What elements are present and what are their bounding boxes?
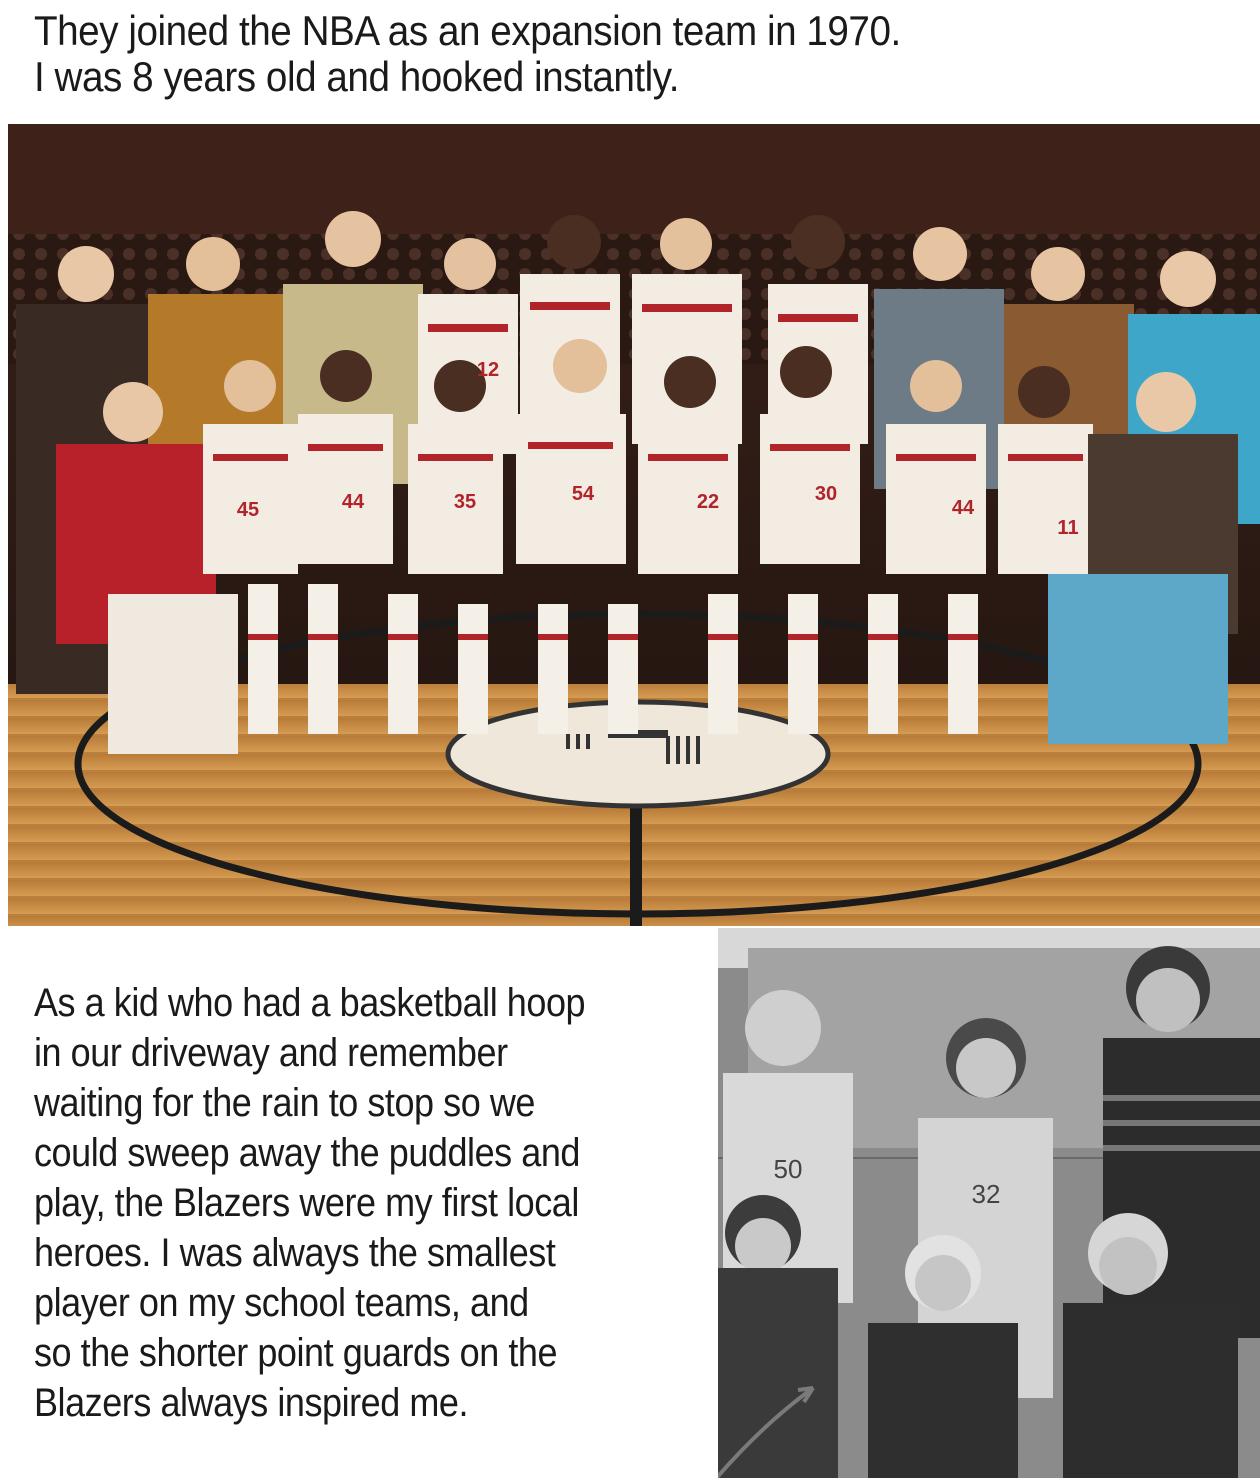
school-team-photo bbox=[718, 928, 1260, 1478]
jersey-number: 44 bbox=[951, 497, 975, 519]
story-line: Blazers always inspired me. bbox=[34, 1381, 469, 1425]
jersey-number: 30 bbox=[814, 483, 838, 505]
jersey-number: 12 bbox=[476, 359, 500, 381]
story-line: could sweep away the puddles and bbox=[34, 1131, 580, 1175]
story-text bbox=[34, 978, 664, 1428]
jersey-number: 50 bbox=[773, 1154, 803, 1184]
blue-pants bbox=[1048, 574, 1228, 744]
story-line: in our driveway and remember bbox=[34, 1031, 508, 1075]
caption-line-2: I was 8 years old and hooked instantly. bbox=[34, 53, 680, 100]
jersey-number: 44 bbox=[341, 491, 365, 513]
story-line: As a kid who had a basketball hoop bbox=[34, 981, 586, 1025]
jersey-number: 54 bbox=[571, 483, 595, 505]
caption bbox=[34, 8, 1138, 100]
jersey-number: 45 bbox=[236, 499, 260, 521]
story-line: waiting for the rain to stop so we bbox=[34, 1081, 535, 1125]
story-line: so the shorter point guards on the bbox=[34, 1331, 558, 1375]
jersey-number: 11 bbox=[1057, 517, 1079, 539]
jersey-number: 22 bbox=[696, 491, 720, 513]
jersey-number: 32 bbox=[971, 1179, 1001, 1209]
story-line: heroes. I was always the smallest bbox=[34, 1231, 556, 1275]
jersey-number: 35 bbox=[453, 491, 477, 513]
story-line: play, the Blazers were my first local bbox=[34, 1181, 579, 1225]
team-photo bbox=[8, 124, 1260, 926]
story-line: player on my school teams, and bbox=[34, 1281, 529, 1325]
caption-line-1: They joined the NBA as an expansion team in 1970. bbox=[34, 7, 901, 54]
